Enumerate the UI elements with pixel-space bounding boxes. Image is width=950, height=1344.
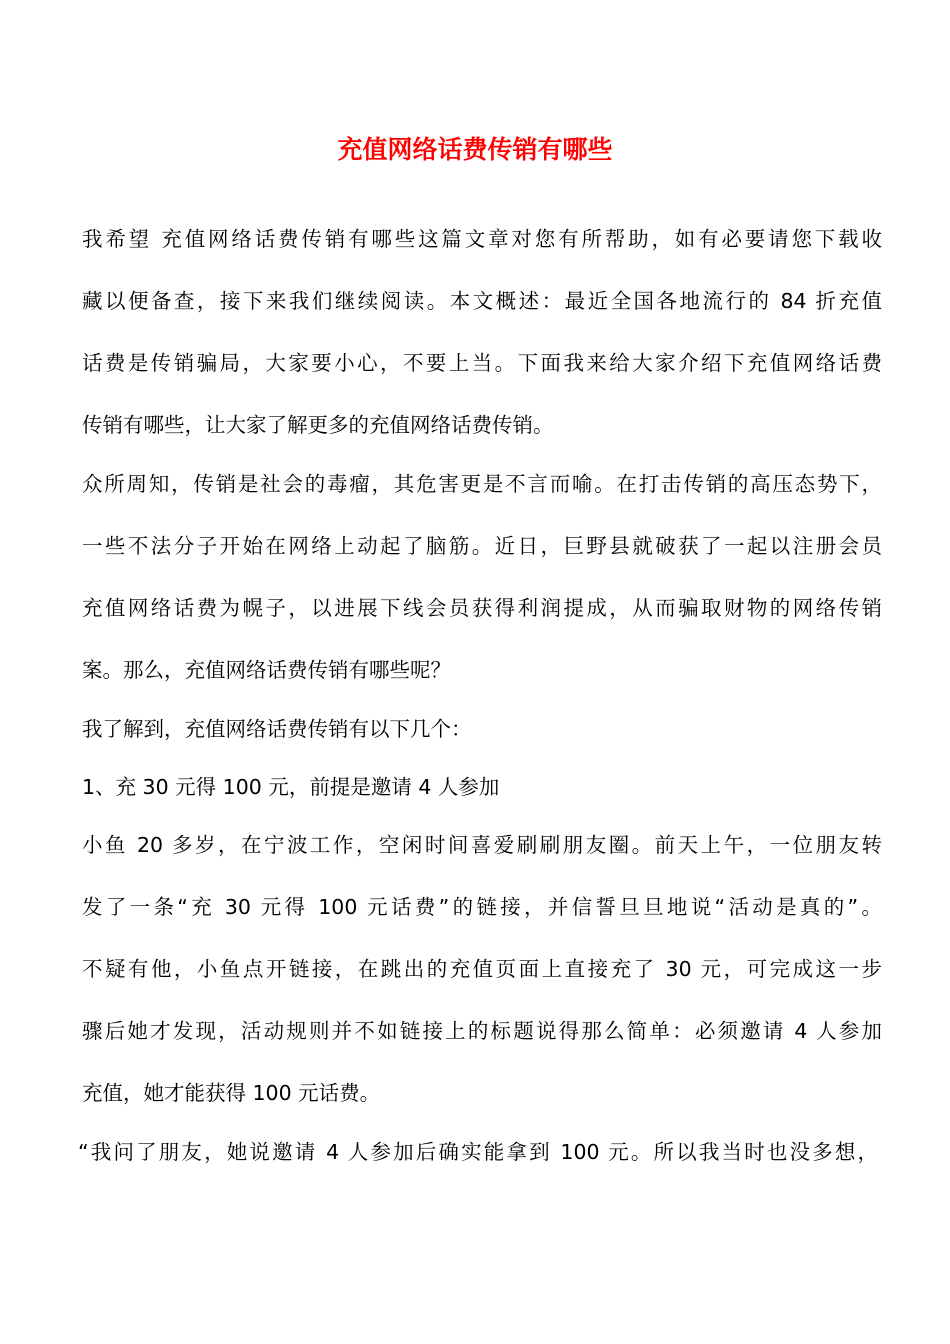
paragraph-line: 充值，她才能获得 100 元话费。 — [82, 1081, 381, 1105]
paragraph-line: 骤后她才发现，活动规则并不如链接上的标题说得那么简单：必须邀请 4 人参加 — [82, 1019, 882, 1043]
paragraph-line: 充值网络话费为幌子，以进展下线会员获得利润提成，从而骗取财物的网络传销 — [82, 596, 882, 620]
list-heading: 1、充 30 元得 100 元，前提是邀请 4 人参加 — [82, 775, 500, 799]
paragraph-line: 众所周知，传销是社会的毒瘤，其危害更是不言而喻。在打击传销的高压态势下， — [82, 472, 882, 496]
paragraph-line: 一些不法分子开始在网络上动起了脑筋。近日，巨野县就破获了一起以注册会员 — [82, 534, 882, 558]
paragraph-line: 我希望 充值网络话费传销有哪些这篇文章对您有所帮助，如有必要请您下载收 — [82, 227, 882, 251]
paragraph-line: 藏以便备查，接下来我们继续阅读。本文概述：最近全国各地流行的 84 折充值 — [82, 289, 882, 313]
paragraph-line: 小鱼 20 多岁，在宁波工作，空闲时间喜爱刷刷朋友圈。前天上午，一位朋友转 — [82, 833, 882, 857]
paragraph-line: “我问了朋友，她说邀请 4 人参加后确实能拿到 100 元。所以我当时也没多想， — [78, 1140, 878, 1164]
paragraph-line: 话费是传销骗局，大家要小心，不要上当。下面我来给大家介绍下充值网络话费 — [82, 351, 882, 375]
paragraph-line: 不疑有他，小鱼点开链接，在跳出的充值页面上直接充了 30 元，可完成这一步 — [82, 957, 882, 981]
paragraph-line: 我了解到，充值网络话费传销有以下几个： — [82, 717, 472, 741]
paragraph-line: 传销有哪些，让大家了解更多的充值网络话费传销。 — [82, 413, 554, 437]
paragraph-line: 案。那么，充值网络话费传销有哪些呢？ — [82, 658, 451, 682]
paragraph-line: 发了一条“充 30 元得 100 元话费”的链接，并信誓旦旦地说“活动是真的”。 — [82, 895, 882, 919]
document-title: 充值网络话费传销有哪些 — [337, 135, 613, 164]
